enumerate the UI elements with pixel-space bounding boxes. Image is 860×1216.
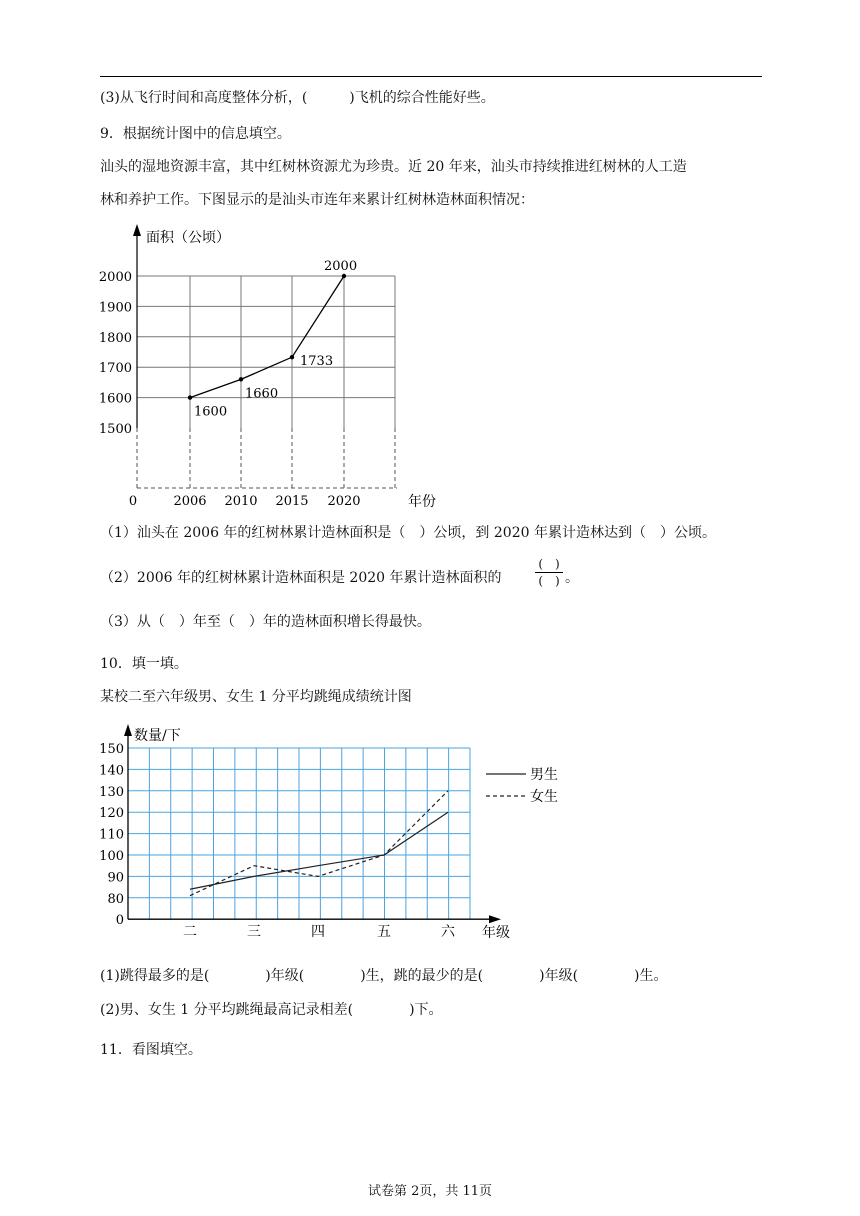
x-axis-label: 年份	[408, 494, 436, 510]
y-tick-label: 1500	[98, 422, 132, 437]
x-tick-label: 2010	[224, 494, 258, 509]
y-axis-label: 面积（公顷）	[146, 230, 230, 246]
y-tick-label: 1600	[98, 391, 132, 407]
question-9-part-1: （1）汕头在 2006 年的红树林累计造林面积是（ ）公顷，到 2020 年累计造林达到（ ）公顷。	[100, 525, 716, 541]
origin-label: 0	[128, 494, 138, 509]
page-footer: 试卷第 2页，共 11页	[367, 1184, 493, 1199]
x-tick-label: 四	[311, 924, 325, 940]
data-label: 1600	[194, 404, 228, 420]
fraction-denominator: ( )	[538, 574, 560, 588]
x-tick-label: 2020	[327, 494, 361, 509]
fraction-period: 。	[565, 570, 579, 586]
question-9-part-2: （2）2006 年的红树林累计造林面积是 2020 年累计造林面积的	[100, 570, 502, 586]
x-tick-label: 2006	[173, 494, 207, 509]
y-tick-label: 140	[99, 763, 124, 779]
question-9-part-3: （3）从（ ）年至（ ）年的造林面积增长得最快。	[100, 614, 431, 630]
data-label: 1660	[245, 386, 279, 402]
x-axis-label: 年级	[482, 925, 510, 941]
fraction-numerator: ( )	[535, 557, 563, 573]
y-tick-label: 80	[107, 891, 124, 907]
y-tick-label: 150	[99, 742, 124, 757]
question-10-title: 10．填一填。	[100, 656, 188, 672]
y-tick-label: 1800	[98, 330, 132, 346]
x-tick-label: 六	[441, 924, 455, 940]
question-9-title: 9．根据统计图中的信息填空。	[100, 126, 291, 142]
data-label: 1733	[300, 354, 334, 370]
x-tick-label: 二	[183, 924, 197, 940]
y-axis-arrow	[124, 724, 132, 736]
data-label: 2000	[324, 259, 358, 274]
jump-rope-chart-title: 某校二至六年级男、女生 1 分平均跳绳成绩统计图	[100, 689, 412, 705]
x-tick-label: 五	[377, 924, 391, 940]
question-10-part-2: (2)男、女生 1 分平均跳绳最高记录相差( )下。	[100, 1002, 443, 1018]
legend-label: 女生	[530, 789, 558, 805]
y-tick-label: 2000	[98, 270, 132, 285]
x-tick-label: 2015	[275, 494, 309, 509]
y-tick-label: 1900	[98, 300, 132, 316]
y-tick-label: 110	[99, 827, 124, 843]
y-tick-label: 120	[99, 806, 124, 822]
y-axis-label: 数量/下	[134, 728, 181, 744]
x-axis-arrow	[489, 915, 501, 923]
y-tick-label: 1700	[98, 361, 132, 377]
x-tick-label: 三	[247, 924, 261, 940]
question-9-intro-line-1: 汕头的湿地资源丰富，其中红树林资源尤为珍贵。近 20 年来，汕头市持续推进红树林的人工造	[100, 159, 687, 175]
series-line-girls	[190, 791, 448, 896]
question-11-title: 11．看图填空。	[100, 1042, 202, 1058]
legend-label: 男生	[530, 767, 558, 783]
y-tick-label: 90	[107, 870, 124, 886]
y-tick-label: 100	[99, 849, 124, 864]
question-9-intro-line-2: 林和养护工作。下图显示的是汕头市连年来累计红树林造林面积情况：	[100, 192, 534, 208]
question-8-part-3: (3)从飞行时间和高度整体分析，( )飞机的综合性能好些。	[100, 90, 495, 106]
y-tick-label: 0	[115, 913, 124, 929]
question-10-part-1: (1)跳得最多的是( )年级( )生，跳的最少的是( )年级( )生。	[100, 968, 668, 984]
y-tick-label: 130	[99, 784, 124, 800]
